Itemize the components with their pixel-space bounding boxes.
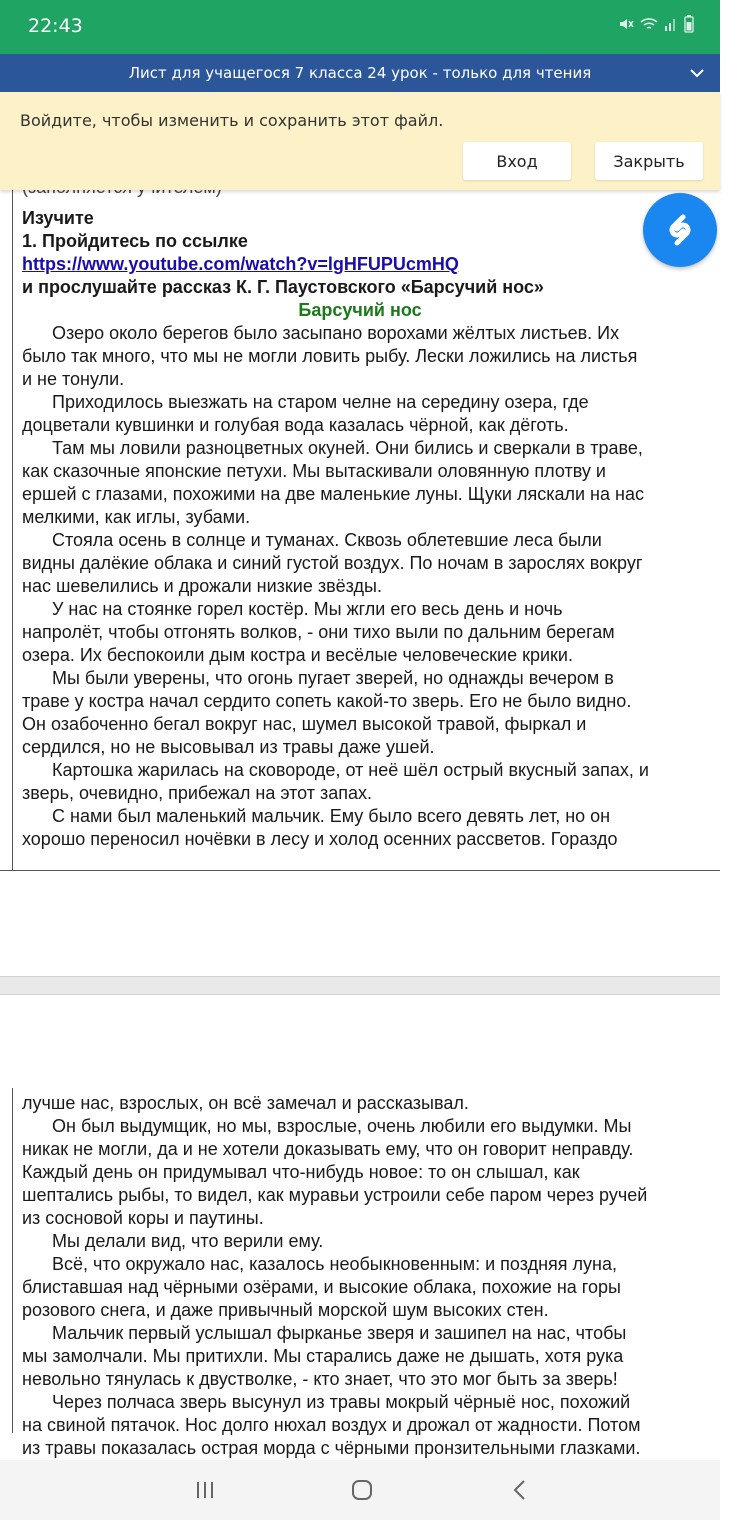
text-line: Там мы ловили разноцветных окуней. Они бились и сверкали в траве, (52, 438, 643, 458)
mute-icon (618, 16, 634, 32)
text-line: шептались рыбы, то видел, как муравьи устроили себе паром через ручей (22, 1185, 648, 1205)
sign-in-message: Войдите, чтобы изменить и сохранить этот файл. (20, 111, 444, 130)
text-line: зверь, очевидно, прибежал на этот запах. (22, 783, 373, 803)
home-icon[interactable] (347, 1478, 377, 1502)
text-line: Приходилось выезжать на старом челне на середину озера, где (52, 392, 589, 412)
story-title: Барсучий нос (298, 300, 422, 320)
text-line: мы замолчали. Мы притихли. Мы старались даже не дышать, хотя рука (22, 1346, 624, 1366)
login-button[interactable]: Вход (463, 142, 571, 180)
page-1-content (22, 176, 742, 851)
text-line: ершей с глазами, похожими на две маленькие луны. Щуки ляскали на нас (22, 484, 644, 504)
story-text-page-2 (22, 1092, 742, 1460)
text-line: розового снега, и даже привычный морской шум высоких стен. (22, 1300, 549, 1320)
signal-icon (664, 16, 678, 32)
story-text-page-1 (22, 322, 742, 851)
text-line: Он озабоченно бегал вокруг нас, шумел высокой травой, фыркал и (22, 714, 587, 734)
back-icon[interactable] (505, 1478, 535, 1502)
text-line: напролёт, чтобы отгонять волков, - они тихо выли по дальним берегам (22, 622, 615, 642)
text-line: на свиной пятачок. Нос долго нюхал воздух и дрожал от жадности. Потом (22, 1415, 641, 1435)
document-page-2 (0, 1088, 720, 1458)
study-heading: Изучите (22, 208, 94, 228)
text-line: Стояла осень в солнце и туманах. Сквозь облетевшие леса были (52, 530, 602, 550)
text-line: нас шевелились и дрожали низкие звёзды. (22, 576, 382, 596)
status-icons (618, 15, 694, 33)
text-line: невольно тянулась к двустволке, - кто знает, что это мог быть за зверь! (22, 1369, 618, 1389)
chevron-down-icon[interactable] (688, 64, 706, 82)
shazam-floating-button[interactable] (643, 193, 717, 267)
document-title-bar[interactable] (0, 54, 720, 92)
recent-apps-icon[interactable] (190, 1478, 220, 1502)
text-line: сердился, но не высовывал из травы даже ушей. (22, 737, 435, 757)
text-line: из сосновой коры и паутины. (22, 1208, 264, 1228)
text-line: Картошка жарилась на сковороде, от неё шёл острый вкусный запах, и (52, 760, 649, 780)
text-line: доцветали кувшинки и голубая вода казалась чёрной, как дёготь. (22, 415, 569, 435)
text-line: У нас на стоянке горел костёр. Мы жгли его весь день и ночь (52, 599, 563, 619)
text-line: С нами был маленький мальчик. Ему было всего девять лет, но он (52, 806, 611, 826)
text-line: Мальчик первый услышал фырканье зверя и зашипел на нас, чтобы (52, 1323, 627, 1343)
text-line: Озеро около берегов было засыпано ворохами жёлтых листьев. Их (52, 323, 620, 343)
text-line: Через полчаса зверь высунул из травы мокрый чёрныё нос, похожий (52, 1392, 631, 1412)
page-margin-line (12, 190, 13, 870)
listen-instruction: и прослушайте рассказ К. Г. Паустовского «Барсучий нос» (22, 277, 544, 297)
text-line: как сказочные японские петухи. Мы вытаскивали оловянную плотву и (22, 461, 606, 481)
page-2-content (22, 1092, 742, 1460)
text-line: Каждый день он придумывал что-нибудь новое: то он слышал, как (22, 1162, 580, 1182)
text-line: траве у костра начал сердито сопеть какой-то зверь. Его не было видно. (22, 691, 632, 711)
text-line: и не тонули. (22, 369, 125, 389)
text-line: Он был выдумщик, но мы, взрослые, очень любили его выдумки. Мы (52, 1116, 632, 1136)
battery-icon (684, 15, 694, 33)
text-line: никак не могли, да и не хотели доказывать ему, что он говорит неправду. (22, 1139, 634, 1159)
shazam-icon (658, 208, 702, 252)
text-line: хорошо переносил ночёвки в лесу и холод осенних рассветов. Гораздо (22, 829, 618, 849)
step-1: 1. Пройдитесь по ссылке (22, 231, 248, 251)
system-nav-bar (0, 1460, 720, 1520)
text-line: из травы показалась острая морда с чёрными пронзительными глазками. (22, 1438, 641, 1458)
text-line: озера. Их беспокоили дым костра и весёлые человеческие крики. (22, 645, 573, 665)
text-line: видны далёкие облака и синий густой воздух. По ночам в зарослях вокруг (22, 553, 643, 573)
text-line: было так много, что мы не могли ловить рыбу. Лески ложились на листья (22, 346, 638, 366)
text-line: блиставшая над чёрными озёрами, и высокие облака, похожие на горы (22, 1277, 621, 1297)
document-title: Лист для учащегося 7 класса 24 урок - только для чтения (128, 64, 592, 82)
page-separator (0, 976, 720, 995)
sign-in-banner (0, 92, 720, 190)
status-bar (0, 0, 720, 54)
text-line: Мы делали вид, что верили ему. (52, 1231, 324, 1251)
text-line: Мы были уверены, что огонь пугает зверей, но однажды вечером в (52, 668, 614, 688)
text-line: мелкими, как иглы, зубами. (22, 507, 251, 527)
page-margin-line (12, 1088, 13, 1433)
document-page-1 (0, 190, 720, 871)
wifi-icon (640, 16, 658, 32)
close-button[interactable]: Закрыть (595, 142, 703, 180)
youtube-link[interactable]: https://www.youtube.com/watch?v=lgHFUPUcmHQ (22, 254, 459, 274)
text-line: лучше нас, взрослых, он всё замечал и рассказывал. (22, 1093, 469, 1113)
status-time: 22:43 (28, 15, 83, 37)
text-line: Всё, что окружало нас, казалось необыкновенным: и поздняя луна, (52, 1254, 617, 1274)
